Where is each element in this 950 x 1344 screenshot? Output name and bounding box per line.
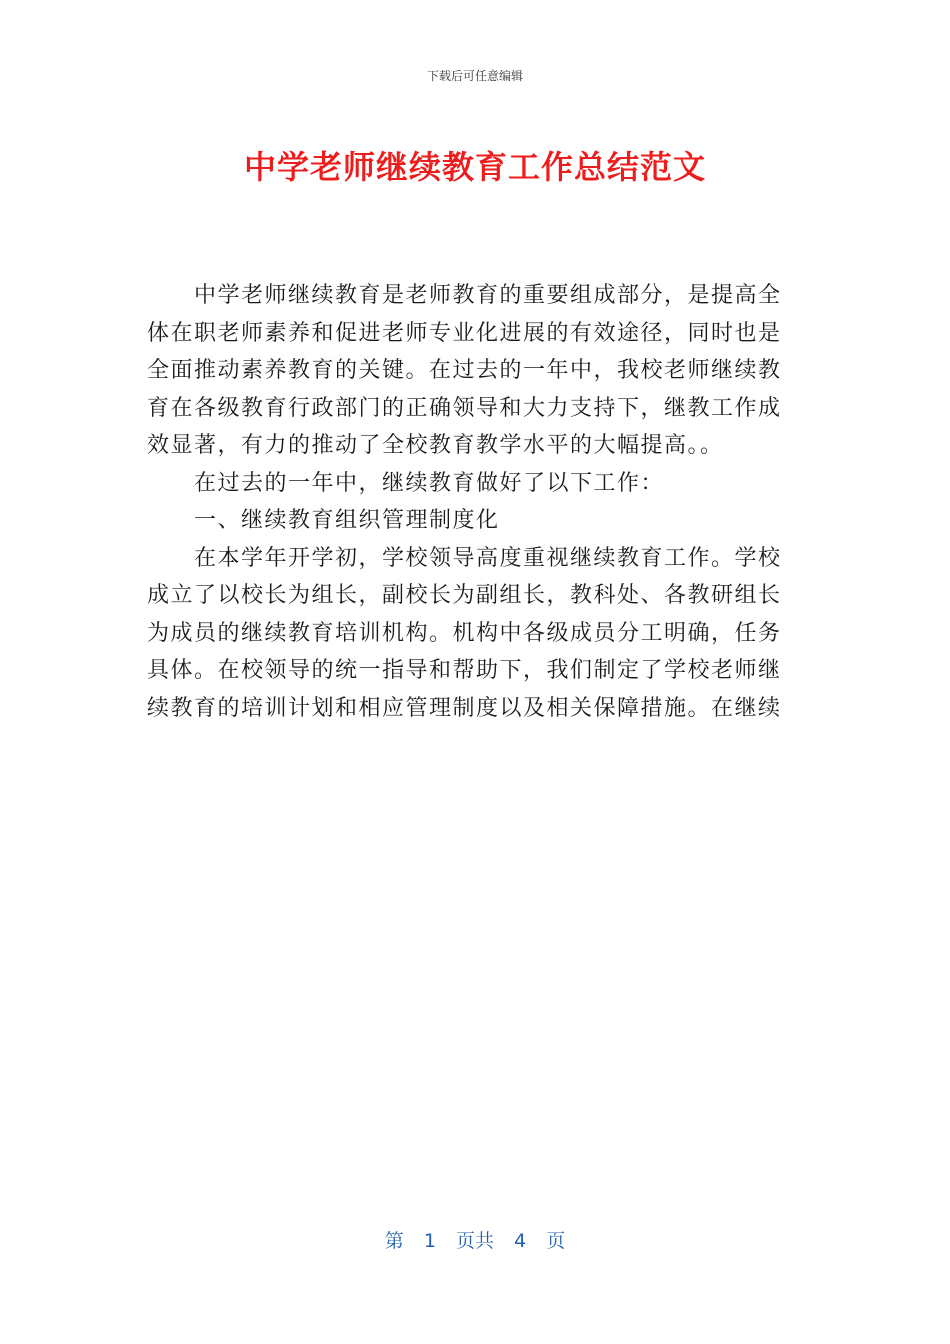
- document-title: 中学老师继续教育工作总结范文: [243, 148, 706, 186]
- body-line-12: 续教育的培训计划和相应管理制度以及相关保障措施。在继续: [147, 695, 782, 721]
- body-line-2: 体在职老师素养和促进老师专业化进展的有效途径，同时也是: [147, 320, 782, 346]
- body-line-9: 成立了以校长为组长，副校长为副组长，教科处、各教研组长: [147, 583, 782, 608]
- document-body: [147, 277, 790, 727]
- body-line-10: 为成员的继续教育培训机构。机构中各级成员分工明确，任务: [147, 620, 782, 646]
- body-line-3: 全面推动素养教育的关键。在过去的一年中，我校老师继续教: [147, 358, 782, 383]
- section-heading-1: 一、继续教育组织管理制度化: [194, 508, 500, 533]
- footer-total-pages: 4: [514, 1230, 527, 1252]
- body-line-5: 效显著，有力的推动了全校教育教学水平的大幅提高。。: [147, 433, 724, 458]
- body-line-8: 在本学年开学初，学校领导高度重视继续教育工作。学校: [194, 545, 782, 571]
- footer-mid: 页共: [455, 1230, 494, 1252]
- header-note: 下载后可任意编辑: [426, 69, 523, 83]
- footer-suffix: 页: [546, 1230, 566, 1252]
- page-footer: [0, 1226, 950, 1253]
- footer-prefix: 第: [384, 1230, 404, 1252]
- body-line-1: 中学老师继续教育是老师教育的重要组成部分，是提高全: [194, 283, 782, 308]
- body-line-11: 具体。在校领导的统一指导和帮助下，我们制定了学校老师继: [147, 658, 782, 683]
- body-line-4: 育在各级教育行政部门的正确领导和大力支持下，继教工作成: [147, 395, 782, 421]
- body-line-6: 在过去的一年中，继续教育做好了以下工作：: [194, 470, 665, 496]
- footer-page-number: 1: [423, 1230, 436, 1252]
